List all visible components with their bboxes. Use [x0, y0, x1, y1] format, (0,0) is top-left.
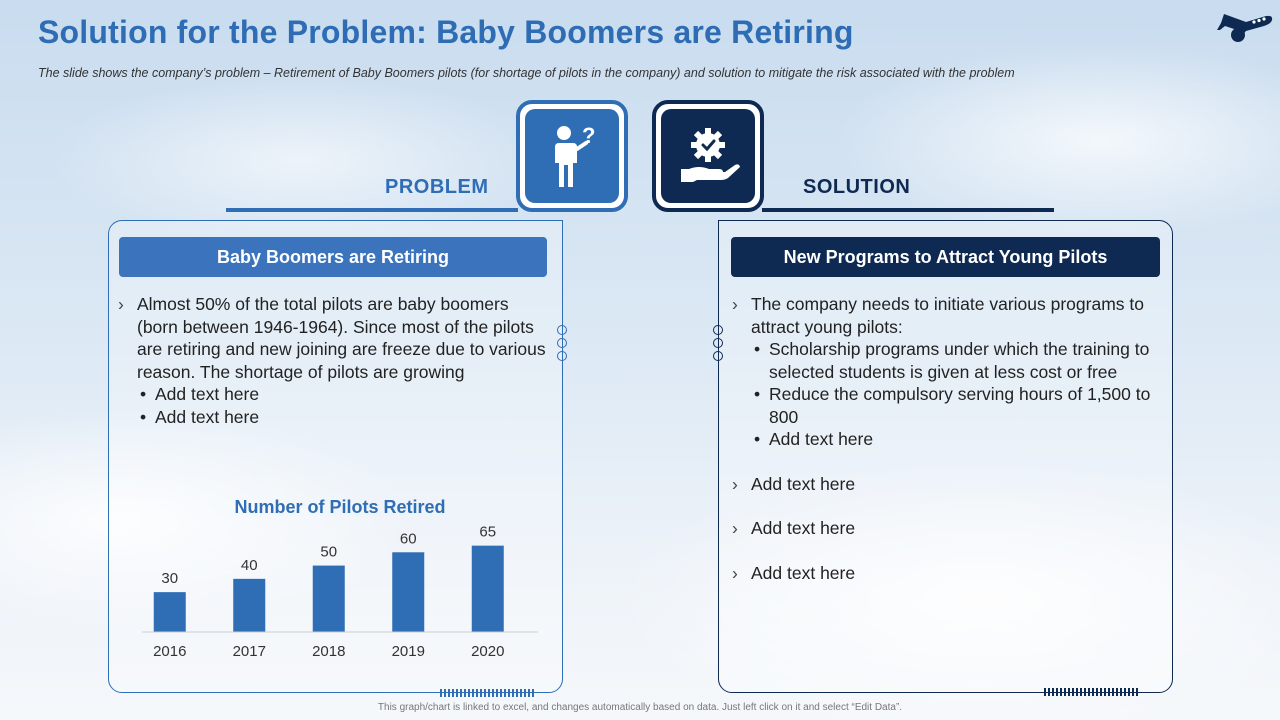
chart-tick-label: 2020 — [471, 643, 505, 660]
solution-divider — [762, 208, 1054, 212]
solution-text — [732, 293, 1172, 584]
footnote: This graph/chart is linked to excel, and changes automatically based on data. Just left click on it and select “Edit Data”. — [377, 702, 903, 713]
gear-hand-icon — [675, 123, 741, 189]
chart-data-label: 60 — [399, 530, 417, 548]
right-panel-ticks — [1044, 688, 1140, 696]
chart-bar — [472, 546, 504, 632]
chart-tick-label: 2017 — [232, 643, 266, 660]
chart-data-label: 30 — [161, 570, 179, 588]
left-panel-ticks — [440, 689, 534, 697]
solution-banner: New Programs to Attract Young Pilots — [731, 237, 1160, 277]
right-connector — [713, 325, 725, 364]
solution-heading: SOLUTION — [803, 176, 911, 198]
problem-text — [118, 293, 548, 428]
chart-data-label: 65 — [479, 523, 497, 541]
chart-bar — [392, 552, 424, 632]
chart-tick-label: 2019 — [391, 643, 425, 660]
problem-point: › Almost 50% of the total pilots are baby boomers (born between 1946-1964). Since most of the pilots are retiring and new joining are freeze due to various reason. The shortage of pilots are growing — [118, 293, 548, 383]
chart-data-label: 50 — [320, 543, 338, 561]
solution-subpoint: • Reduce the compulsory serving hours of 1,500 to 800 — [732, 383, 1172, 428]
chart-bar — [154, 592, 186, 632]
solution-icon-tile — [652, 100, 764, 212]
problem-icon-tile — [516, 100, 628, 212]
page-subtitle: The slide shows the company’s problem – Retirement of Baby Boomers pilots (for shortage of pilots in the company) and solution to mitigate the risk associated with the problem — [38, 66, 1015, 80]
chart-tick-label: 2018 — [312, 643, 346, 660]
person-question-icon — [542, 121, 602, 191]
chart-bar — [233, 579, 265, 632]
svg-text:?: ? — [582, 123, 596, 148]
problem-heading: PROBLEM — [385, 176, 489, 198]
chart-data-label: 40 — [240, 556, 258, 574]
left-connector — [557, 325, 569, 364]
solution-subpoint: • Scholarship programs under which the training to selected students is given at less cost or free — [732, 338, 1172, 383]
solution-extra-point: › Add text here — [732, 473, 1172, 496]
page-title: Solution for the Problem: Baby Boomers are Retiring — [38, 14, 854, 50]
problem-banner: Baby Boomers are Retiring — [119, 237, 547, 277]
chart-tick-label: 2016 — [153, 643, 187, 660]
pilots-retired-chart[interactable] — [130, 520, 550, 670]
solution-subpoint: • Add text here — [732, 428, 1172, 451]
solution-extra-point: › Add text here — [732, 562, 1172, 585]
problem-divider — [226, 208, 518, 212]
solution-point: › The company needs to initiate various programs to attract young pilots: — [732, 293, 1172, 338]
chart-title: Number of Pilots Retired — [234, 497, 446, 517]
solution-extra-point: › Add text here — [732, 517, 1172, 540]
chart-bar — [313, 566, 345, 632]
problem-subpoint: • Add text here — [118, 406, 548, 429]
airplane-icon — [1216, 4, 1274, 44]
problem-subpoint: • Add text here — [118, 383, 548, 406]
